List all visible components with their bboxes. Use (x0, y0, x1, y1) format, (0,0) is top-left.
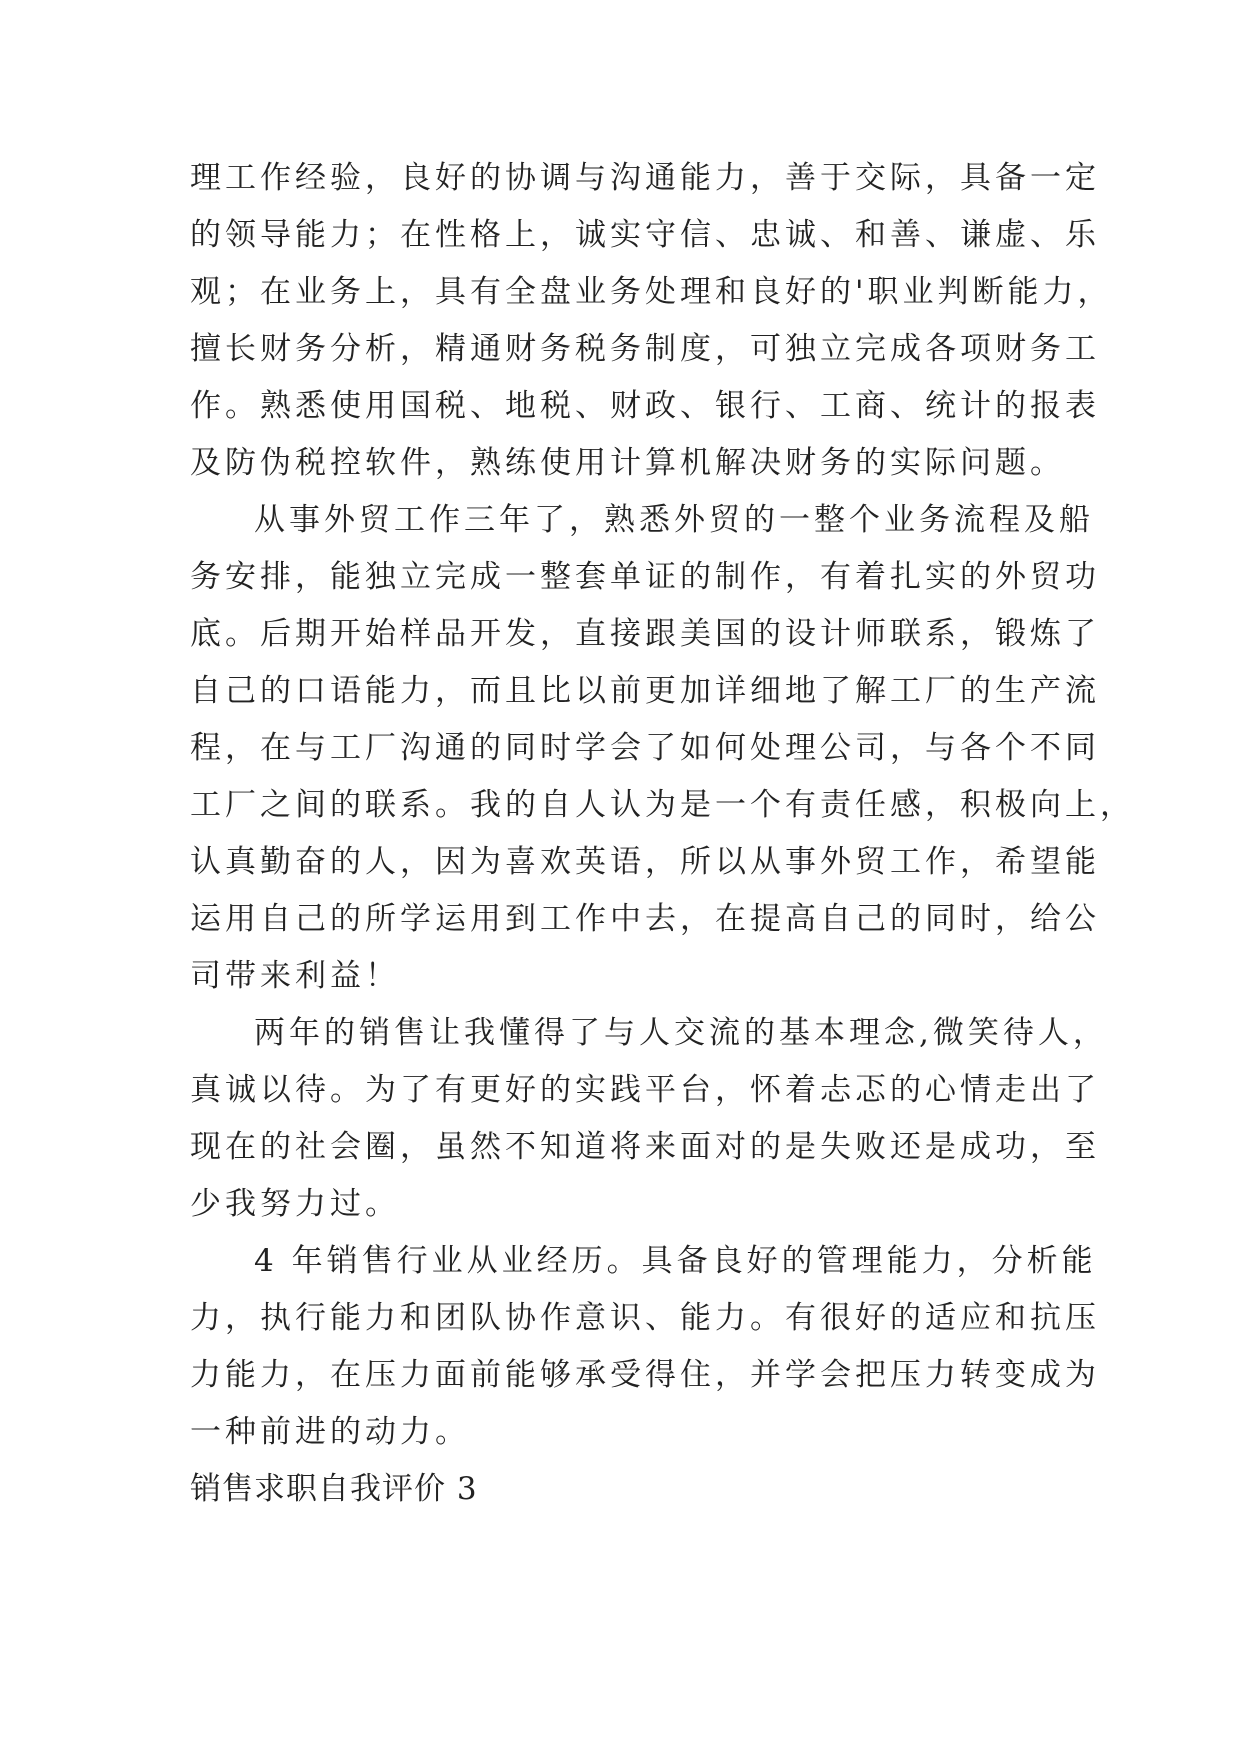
text-line: 理工作经验，良好的协调与沟通能力，善于交际，具备一定 (190, 160, 1100, 196)
text-line: 4 年销售行业从业经历。具备良好的管理能力，分析能 (254, 1243, 1097, 1279)
text-line: 现在的社会圈，虽然不知道将来面对的是失败还是成功，至 (190, 1129, 1100, 1165)
text-line: 运用自己的所学运用到工作中去，在提高自己的同时，给公 (190, 901, 1100, 937)
text-line: 司带来利益！ (190, 958, 400, 994)
text-line: 自己的口语能力，而且比以前更加详细地了解工厂的生产流 (190, 673, 1100, 709)
text-line: 认真勤奋的人，因为喜欢英语，所以从事外贸工作，希望能 (190, 844, 1100, 880)
text-line: 力能力，在压力面前能够承受得住，并学会把压力转变成为 (190, 1357, 1100, 1393)
text-line: 力，执行能力和团队协作意识、能力。有很好的适应和抗压 (190, 1300, 1100, 1336)
text-line: 从事外贸工作三年了，熟悉外贸的一整个业务流程及船 (254, 502, 1094, 538)
text-line: 务安排，能独立完成一整套单证的制作，有着扎实的外贸功 (190, 559, 1100, 595)
paragraph-1 (190, 150, 1113, 492)
text-line: 程，在与工厂沟通的同时学会了如何处理公司，与各个不同 (190, 730, 1100, 766)
paragraph-4 (190, 1233, 1100, 1461)
text-line: 两年的销售让我懂得了与人交流的基本理念,微笑待人， (254, 1015, 1108, 1051)
text-line: 作。熟悉使用国税、地税、财政、银行、工商、统计的报表 (190, 388, 1100, 424)
text-line: 擅长财务分析，精通财务税务制度，可独立完成各项财务工 (190, 331, 1100, 367)
text-line: 少我努力过。 (190, 1186, 400, 1222)
paragraph-3 (190, 1005, 1108, 1233)
text-line: 底。后期开始样品开发，直接跟美国的设计师联系，锻炼了 (190, 616, 1100, 652)
paragraph-2 (190, 492, 1135, 1005)
text-line: 观；在业务上，具有全盘业务处理和良好的'职业判断能力， (190, 274, 1113, 310)
text-line: 工厂之间的联系。我的自人认为是一个有责任感，积极向上， (190, 787, 1135, 823)
text-line: 真诚以待。为了有更好的实践平台，怀着忐忑的心情走出了 (190, 1072, 1100, 1108)
text-line: 及防伪税控软件，熟练使用计算机解决财务的实际问题。 (190, 445, 1065, 481)
section-heading: 销售求职自我评价 3 (190, 1471, 478, 1507)
text-line: 一种前进的动力。 (190, 1414, 470, 1450)
text-line: 的领导能力；在性格上，诚实守信、忠诚、和善、谦虚、乐 (190, 217, 1100, 253)
document-body (190, 150, 1135, 1518)
